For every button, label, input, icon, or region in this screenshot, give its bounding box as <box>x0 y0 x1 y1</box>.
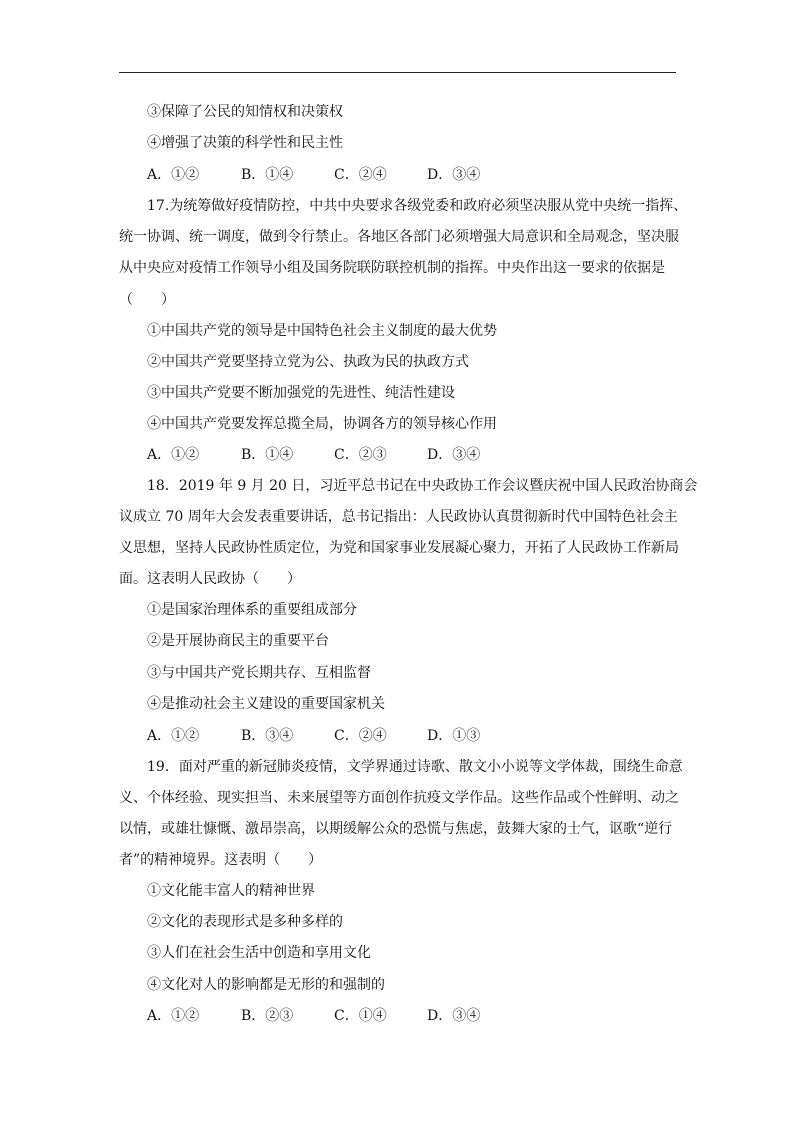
q16-choice-d[interactable]: D．③④ <box>427 167 481 183</box>
q17-choice-c[interactable]: C．②③ <box>334 447 387 463</box>
q18-choice-a[interactable]: A．①② <box>147 728 200 744</box>
q17-choice-b[interactable]: B．①④ <box>241 447 294 463</box>
q18-stem-line-1: 18．2019 年 9 月 20 日，习近平总书记在中央政协工作会议暨庆祝中国人民政治协商会 <box>147 478 698 494</box>
q18-stem-line-4: 面。这表明人民政协（ ） <box>119 571 301 587</box>
q16-choice-c[interactable]: C．②④ <box>334 167 387 183</box>
q18-choice-c[interactable]: C．②④ <box>334 728 387 744</box>
q19-choice-a[interactable]: A．①② <box>147 1008 200 1024</box>
q19-item-1: ①文化能丰富人的精神世界 <box>147 883 315 899</box>
q18-item-2: ②是开展协商民主的重要平台 <box>147 633 329 649</box>
q17-stem-line-4: （ ） <box>119 292 175 308</box>
q17-choice-a[interactable]: A．①② <box>147 447 200 463</box>
q16-choice-a[interactable]: A．①② <box>147 167 200 183</box>
q17-stem-line-2: 统一协调、统一调度，做到令行禁止。各地区各部门必须增强大局意识和全局观念，坚决服 <box>119 229 679 245</box>
q18-item-3: ③与中国共产党长期共存、互相监督 <box>147 665 371 681</box>
q16-choices <box>147 165 707 185</box>
q19-item-3: ③人们在社会生活中创造和享用文化 <box>147 945 371 961</box>
q18-choices <box>147 726 707 746</box>
q17-stem-line-1: 17.为统筹做好疫情防控，中共中央要求各级党委和政府必须坚决服从党中央统一指挥、 <box>147 198 688 214</box>
q19-stem-line-1: 19．面对严重的新冠肺炎疫情，文学界通过诗歌、散文小小说等文学体裁，围绕生命意 <box>147 759 683 775</box>
q17-choice-d[interactable]: D．③④ <box>427 447 481 463</box>
q19-stem-line-4: 者”的精神境界。这表明（ ） <box>119 852 323 868</box>
q19-item-2: ②文化的表现形式是多种多样的 <box>147 914 343 930</box>
q17-stem-line-3: 从中央应对疫情工作领导小组及国务院联防联控机制的指挥。中央作出这一要求的依据是 <box>119 260 665 276</box>
q17-item-3: ③中国共产党要不断加强党的先进性、纯洁性建设 <box>147 385 455 401</box>
q19-item-4: ④文化对人的影响都是无形的和强制的 <box>147 977 385 993</box>
q17-item-1: ①中国共产党的领导是中国特色社会主义制度的最大优势 <box>147 323 497 339</box>
q18-item-4: ④是推动社会主义建设的重要国家机关 <box>147 696 385 712</box>
q19-stem-line-2: 义、个体经验、现实担当、未来展望等方面创作抗疫文学作品。这些作品或个性鲜明、动之 <box>119 790 679 806</box>
q17-choices <box>147 445 707 465</box>
q18-item-1: ①是国家治理体系的重要组成部分 <box>147 602 357 618</box>
q19-choice-d[interactable]: D．③④ <box>427 1008 481 1024</box>
q17-item-2: ②中国共产党要坚持立党为公、执政为民的执政方式 <box>147 354 469 370</box>
q16-choice-b[interactable]: B．①④ <box>241 167 294 183</box>
q19-choices <box>147 1006 707 1026</box>
q18-stem-line-3: 义思想，坚持人民政协性质定位，为党和国家事业发展凝心聚力，开拓了人民政协工作新局 <box>119 540 679 556</box>
q19-stem-line-3: 以情，或雄壮慷慨、激昂崇高，以期缓解公众的恐慌与焦虑，鼓舞大家的士气，讴歌“逆行 <box>119 821 673 837</box>
q16-item-4: ④增强了决策的科学性和民主性 <box>147 135 343 151</box>
q18-choice-d[interactable]: D．①③ <box>427 728 481 744</box>
q17-item-4: ④中国共产党要发挥总揽全局，协调各方的领导核心作用 <box>147 416 497 432</box>
q19-choice-b[interactable]: B．②③ <box>241 1008 294 1024</box>
q18-stem-line-2: 议成立 70 周年大会发表重要讲话，总书记指出：人民政协认真贯彻新时代中国特色社会主 <box>119 509 678 525</box>
q19-choice-c[interactable]: C．①④ <box>334 1008 387 1024</box>
q18-choice-b[interactable]: B．③④ <box>241 728 294 744</box>
q16-item-3: ③保障了公民的知情权和决策权 <box>147 104 343 120</box>
